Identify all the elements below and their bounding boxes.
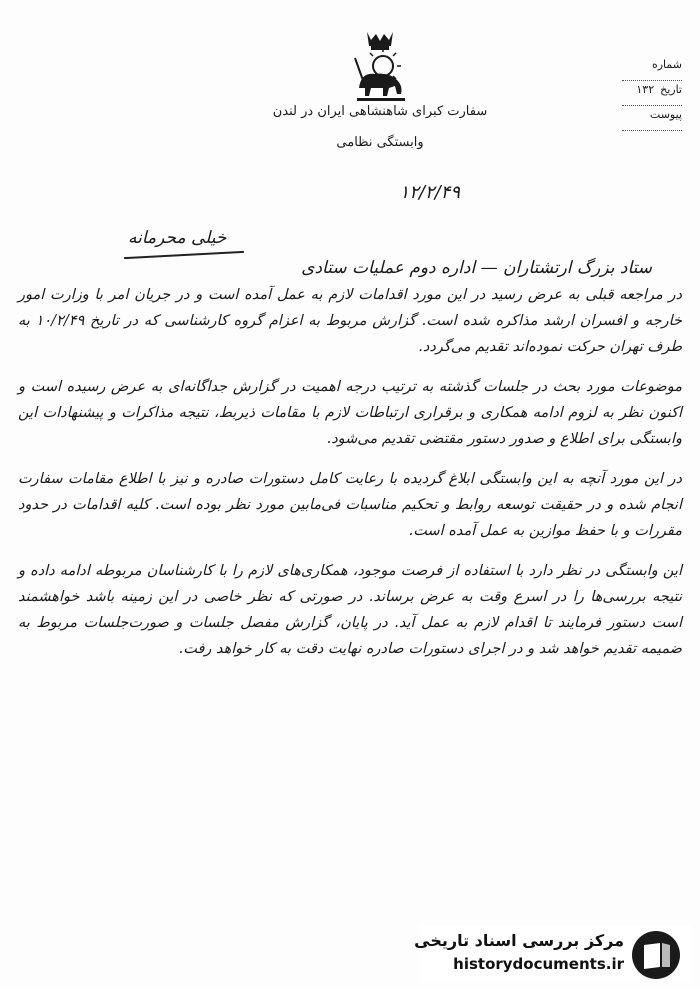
- paragraph: در این مورد آنچه به این وابستگی ابلاغ گردیده با رعایت کامل دستورات صادره و نیز با اطلاع مقامات سفارت انجام شده و در حقیقت توسعه روابط و تحکیم مناسبات فی‌مابین مورد نظر بوده است. کلیه اقدامات در حدود مقررات و با حفظ موازین به عمل آمده است.: [18, 471, 682, 539]
- embassy-name: سفارت کبرای شاهنشاهی ایران در لندن: [272, 104, 488, 119]
- document-meta: [622, 58, 682, 133]
- meta-label: پیوست: [649, 108, 682, 121]
- paragraph: این وابستگی در نظر دارد با استفاده از فرصت موجود، همکاری‌های لازم را با کارشناسان مربوطه ادامه داده و نتیجه بررسی‌ها را در اسرع وقت به عرض برساند. در صورتی که نظر خاصی در این زمینه باشد خواهشمند است دستور فرمایند تا اقدام لازم به عمل آید. در پایان، گزارش مفصل جلسات و صورت‌جلسات مربوط به ضمیمه تقدیم خواهد شد و در اجرای دستورات صادره نهایت دقت به کار خواهد رفت.: [18, 563, 682, 657]
- letter-body: [18, 282, 682, 676]
- classification-mark: خیلی محرمانه: [128, 228, 227, 248]
- meta-value: ۱۳۲: [636, 83, 655, 96]
- meta-label: تاریخ: [660, 83, 682, 96]
- salutation: ستاد بزرگ ارتشتاران — اداره دوم عملیات ستادی: [301, 258, 652, 278]
- letter-date: ۱۲/۲/۴۹: [399, 182, 460, 203]
- archive-logo-icon: [630, 929, 682, 981]
- department-name: وابستگی نظامی: [336, 135, 424, 150]
- meta-row-attachment: [622, 108, 682, 131]
- watermark-title: مرکز بررسی اسناد تاریخی: [414, 931, 624, 950]
- watermark-url[interactable]: historydocuments.ir: [453, 955, 624, 973]
- lion-and-sun-emblem: [345, 28, 415, 106]
- paragraph: در مراجعه قبلی به عرض رسید در این مورد اقدامات لازم به عمل آمده است و در جریان امر با وزارت امور خارجه و افسران ارشد مذاکره شده است. گزارش مربوط به اعزام گروه کارشناسی که در تاریخ ۱۰/۲/۴۹ به طرف تهران حرکت نموده‌اند تقدیم می‌گردد.: [18, 287, 682, 355]
- meta-label: شماره: [651, 58, 682, 71]
- paragraph: موضوعات مورد بحث در جلسات گذشته به ترتیب درجه اهمیت در گزارش جداگانه‌ای به عرض رسیده است و اکنون نظر به لزوم ادامه همکاری و برقراری ارتباطات لازم با مقامات ذیربط، نتیجه مذاکرات و پیشنهادات این وابستگی برای اطلاع و صدور دستور مقتضی تقدیم می‌شود.: [18, 379, 682, 447]
- meta-row-number: [622, 58, 682, 81]
- watermark: [414, 925, 690, 983]
- meta-row-date: [622, 83, 682, 106]
